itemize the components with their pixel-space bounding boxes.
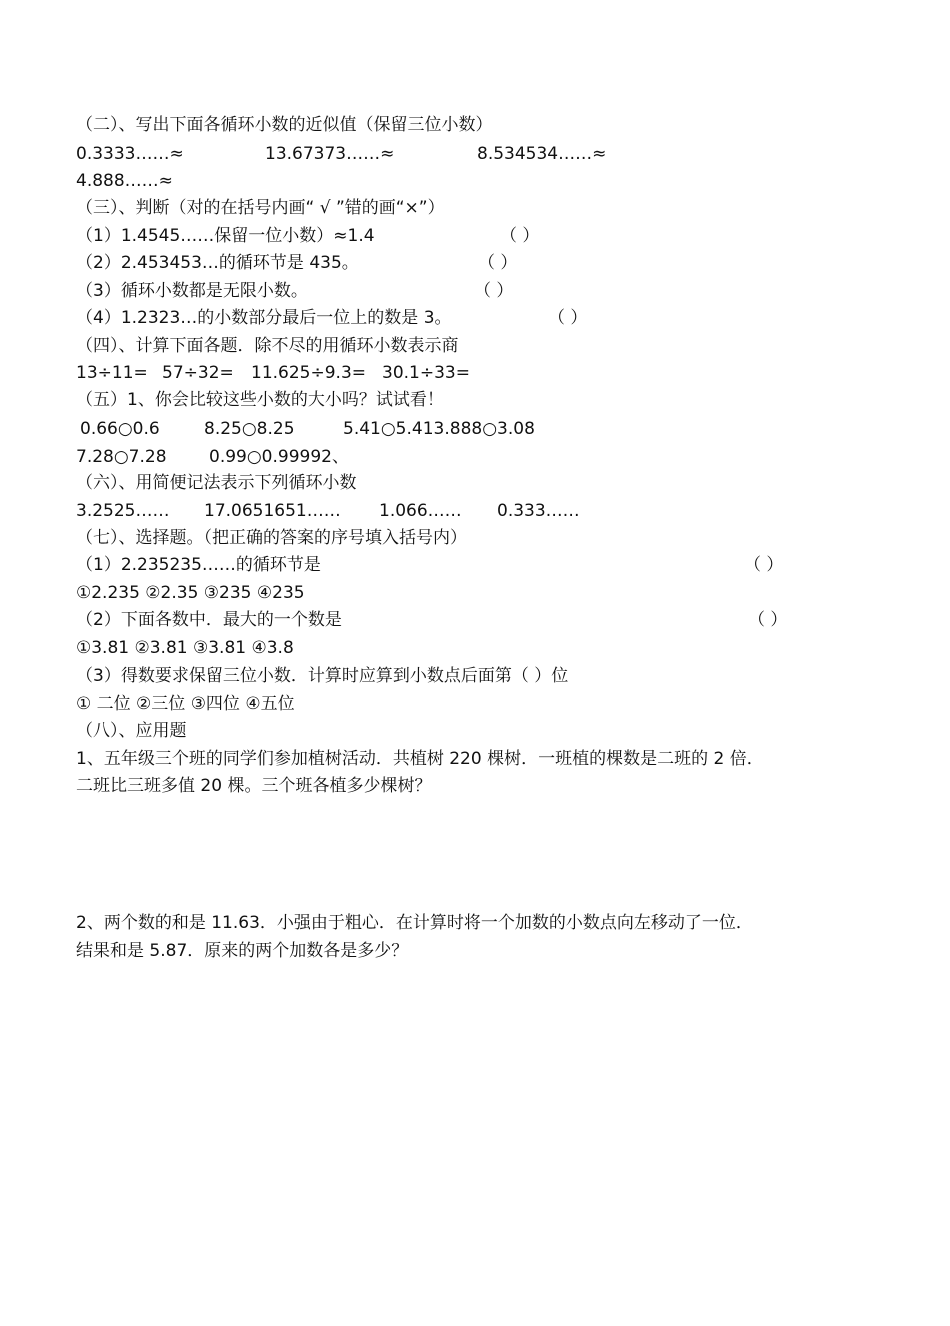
notation-item-4: 0.333…… <box>497 501 580 521</box>
judge-answer-bracket-2[interactable]: （ ） <box>478 253 518 273</box>
choice-question-3: （3）得数要求保留三位小数．计算时应算到小数点后面第（ ）位 <box>76 666 569 686</box>
approx-item-1: 0.3333……≈ <box>76 144 184 164</box>
compare-item-3: 5.41○5.413.888○3.08 <box>343 419 535 439</box>
choice-answer-bracket-2[interactable]: （ ） <box>748 610 788 630</box>
section-3-heading: （三）、判断（对的在括号内画“ √ ”错的画“×”） <box>76 198 445 218</box>
judge-question-3: （3）循环小数都是无限小数。 <box>76 281 308 301</box>
approx-item-4: 4.888……≈ <box>76 171 173 191</box>
compare-item-4: 7.28○7.28 <box>76 447 167 467</box>
section-2-heading: （二）、写出下面各循环小数的近似值（保留三位小数） <box>76 115 493 135</box>
choice-question-2: （2）下面各数中．最大的一个数是 <box>76 610 342 630</box>
approx-item-3: 8.534534……≈ <box>477 144 607 164</box>
word-problem-2-line-2: 结果和是 5.87．原来的两个加数各是多少？ <box>76 941 409 961</box>
approx-item-2: 13.67373……≈ <box>265 144 395 164</box>
calc-item-3: 11.625÷9.3= <box>251 363 367 383</box>
notation-item-3: 1.066…… <box>379 501 462 521</box>
choice-options-1: ①2.235 ②2.35 ③235 ④235 <box>76 583 305 603</box>
judge-answer-bracket-1[interactable]: （ ） <box>500 226 540 246</box>
section-4-heading: （四）、计算下面各题．除不尽的用循环小数表示商 <box>76 336 459 356</box>
section-6-heading: （六）、用简便记法表示下列循环小数 <box>76 473 357 493</box>
word-problem-2-line-1: 2、两个数的和是 11.63．小强由于粗心．在计算时将一个加数的小数点向左移动了一位． <box>76 913 753 933</box>
notation-item-2: 17.0651651…… <box>204 501 341 521</box>
judge-answer-bracket-3[interactable]: （ ） <box>474 281 514 301</box>
choice-answer-bracket-1[interactable]: （ ） <box>744 555 784 575</box>
judge-question-4: （4）1.2323…的小数部分最后一位上的数是 3。 <box>76 308 452 328</box>
judge-answer-bracket-4[interactable]: （ ） <box>548 308 588 328</box>
choice-options-2: ①3.81 ②3.81 ③3.81 ④3.8 <box>76 638 294 658</box>
section-8-heading: （八）、应用题 <box>76 721 187 741</box>
section-7-heading: （七）、选择题。（把正确的答案的序号填入括号内） <box>76 528 467 548</box>
choice-options-3: ① 二位 ②三位 ③四位 ④五位 <box>76 694 295 714</box>
calc-item-1: 13÷11= <box>76 363 148 383</box>
calc-item-4: 30.1÷33= <box>382 363 470 383</box>
notation-item-1: 3.2525…… <box>76 501 170 521</box>
word-problem-1-line-2: 二班比三班多值 20 棵。三个班各植多少棵树？ <box>76 776 432 796</box>
word-problem-1-line-1: 1、五年级三个班的同学们参加植树活动．共植树 220 棵树．一班植的棵数是二班的 2 倍． <box>76 749 764 769</box>
section-5-heading: （五）1、你会比较这些小数的大小吗？试试看！ <box>76 390 444 410</box>
choice-question-1: （1）2.235235……的循环节是 <box>76 555 321 575</box>
compare-item-5: 0.99○0.99992、 <box>209 447 349 467</box>
compare-item-1: 0.66○0.6 <box>80 419 160 439</box>
compare-item-2: 8.25○8.25 <box>204 419 295 439</box>
calc-item-2: 57÷32= <box>162 363 234 383</box>
judge-question-1: （1）1.4545……保留一位小数）≈1.4 <box>76 226 375 246</box>
judge-question-2: （2）2.453453…的循环节是 435。 <box>76 253 359 273</box>
